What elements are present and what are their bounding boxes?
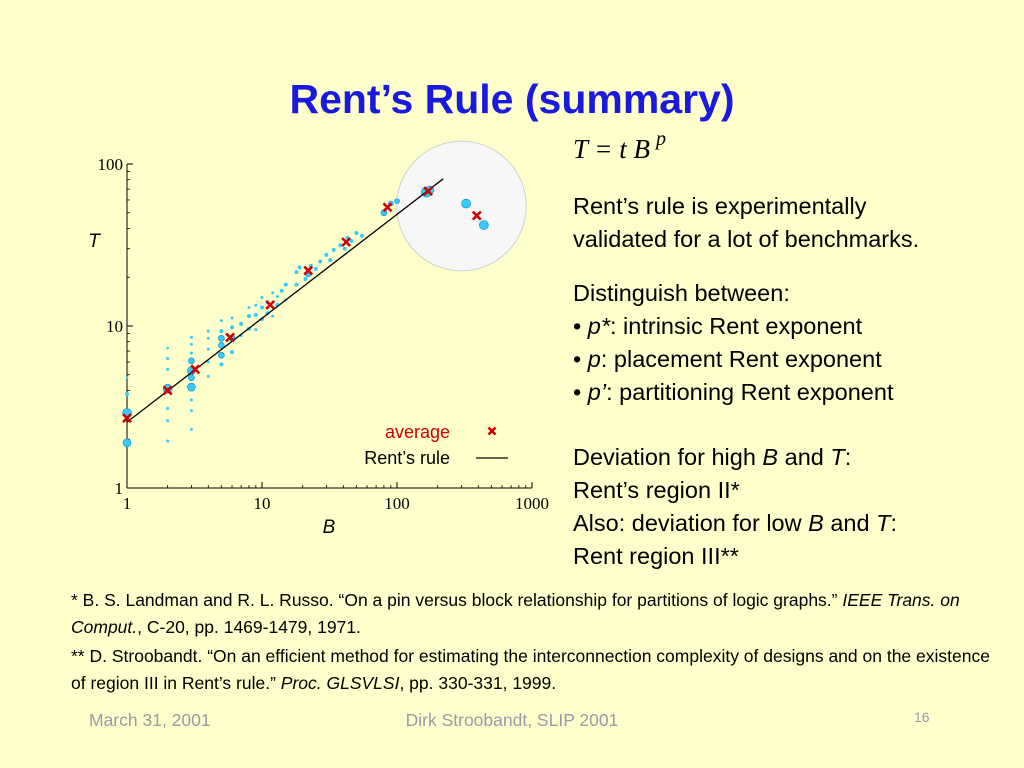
- data-point: [247, 306, 250, 309]
- data-point: [360, 234, 364, 238]
- data-point: [219, 362, 223, 366]
- data-point: [343, 247, 347, 251]
- region-ii-highlight: [397, 141, 527, 271]
- rents-rule-fit-line: [127, 179, 443, 422]
- y-axis-label: T: [88, 231, 100, 252]
- data-point: [188, 358, 194, 364]
- data-point: [254, 313, 258, 317]
- data-point: [166, 368, 169, 371]
- deviation-line-4: Rent region III**: [573, 543, 739, 569]
- rents-rule-chart: [0, 0, 560, 560]
- data-point: [190, 343, 193, 346]
- data-point: [187, 383, 195, 391]
- y-tick-label: 100: [97, 155, 123, 174]
- formula-exponent: p: [656, 128, 666, 150]
- distinguish-item-text: : partitioning Rent exponent: [606, 379, 894, 405]
- y-tick-label: 10: [106, 317, 123, 336]
- deviation-line-3: Also: deviation for low B and T:: [573, 510, 897, 536]
- legend-label-rents-rule: Rent’s rule: [364, 448, 450, 468]
- data-point: [218, 335, 224, 341]
- data-point: [166, 419, 169, 422]
- distinguish-heading: Distinguish between:: [573, 280, 790, 306]
- data-point: [190, 428, 193, 431]
- footer-date: March 31, 2001: [89, 710, 211, 730]
- data-point: [166, 440, 169, 443]
- data-point: [219, 329, 223, 333]
- distinguish-item: • p: placement Rent exponent: [573, 346, 882, 372]
- reference-1: * B. S. Landman and R. L. Russo. “On a pin versus block relationship for partitions of logic graphs.” IEEE Trans. on Comput., C-20, pp. 1469-1479, 1971.: [71, 590, 960, 637]
- data-point: [271, 291, 274, 294]
- data-point: [298, 265, 302, 269]
- x-tick-label: 1: [122, 494, 132, 513]
- deviation-block: [573, 441, 897, 573]
- data-point: [254, 304, 257, 307]
- data-point: [328, 258, 332, 262]
- average-marker: [266, 301, 274, 309]
- data-point: [354, 231, 358, 235]
- distinguish-item: • p’: partitioning Rent exponent: [573, 379, 894, 405]
- data-point: [190, 398, 193, 401]
- data-point: [303, 277, 307, 281]
- data-point: [462, 199, 471, 208]
- data-point: [207, 348, 210, 351]
- distinguish-item-text: : placement Rent exponent: [600, 346, 882, 372]
- slide-title: Rent’s Rule (summary): [289, 76, 735, 122]
- data-point: [166, 357, 169, 360]
- data-point: [220, 319, 223, 322]
- validated-line-1: Rent’s rule is experimentally: [573, 193, 867, 219]
- data-point: [280, 289, 284, 293]
- data-point: [239, 322, 243, 326]
- x-axis-label: B: [322, 517, 336, 538]
- data-point: [260, 306, 264, 310]
- footer-author: Dirk Stroobandt, SLIP 2001: [405, 710, 619, 730]
- distinguish-block: [573, 277, 893, 409]
- data-point: [247, 314, 251, 318]
- data-point: [190, 336, 193, 339]
- data-point: [231, 317, 234, 320]
- data-point: [284, 283, 288, 287]
- data-point: [218, 352, 224, 358]
- data-point: [230, 350, 234, 354]
- average-marker: [383, 203, 391, 211]
- exponent-symbol: p*: [587, 313, 610, 339]
- data-point: [126, 376, 129, 379]
- distinguish-item-text: : intrinsic Rent exponent: [609, 313, 863, 339]
- deviation-line-2: Rent’s region II*: [573, 477, 740, 503]
- data-point: [294, 270, 298, 274]
- data-point: [207, 375, 210, 378]
- data-point: [271, 315, 274, 318]
- rent-formula: [573, 128, 666, 165]
- data-point: [261, 296, 264, 299]
- data-point: [188, 375, 194, 381]
- validated-line-2: validated for a lot of benchmarks.: [573, 226, 920, 252]
- legend-marker-average: [489, 428, 496, 435]
- data-point: [125, 392, 129, 396]
- validated-text: [573, 190, 919, 256]
- formula-base: T = t B: [573, 134, 650, 164]
- data-point: [230, 325, 234, 329]
- distinguish-item: • p*: intrinsic Rent exponent: [573, 313, 863, 339]
- legend-label-average: average: [384, 422, 450, 442]
- data-point: [166, 407, 169, 410]
- reference-2: ** D. Stroobandt. “On an efficient method for estimating the interconnection complexity of designs and on the existence of region III in Rent’s rule.” Proc. GLSVLSI, pp. 330-331, 1999.: [71, 646, 990, 693]
- data-point: [395, 199, 400, 204]
- data-point: [207, 337, 210, 340]
- x-tick-label: 100: [384, 494, 410, 513]
- page-number: 16: [914, 709, 930, 725]
- data-point: [276, 295, 279, 298]
- y-tick-label: 1: [114, 479, 123, 498]
- x-tick-label: 1000: [515, 494, 549, 513]
- data-point: [190, 409, 193, 412]
- data-point: [318, 260, 322, 264]
- data-point: [479, 221, 488, 230]
- data-point: [207, 330, 210, 333]
- exponent-symbol: p’: [587, 379, 607, 405]
- data-point: [123, 439, 131, 447]
- data-point: [190, 352, 193, 355]
- data-point: [254, 328, 257, 331]
- data-point: [324, 253, 328, 257]
- x-tick-label: 10: [253, 494, 271, 513]
- exponent-symbol: p: [587, 346, 601, 372]
- deviation-line-1: Deviation for high B and T:: [573, 444, 852, 470]
- data-point: [294, 283, 298, 287]
- data-point: [332, 248, 336, 252]
- data-point: [166, 347, 169, 350]
- data-point: [314, 267, 318, 271]
